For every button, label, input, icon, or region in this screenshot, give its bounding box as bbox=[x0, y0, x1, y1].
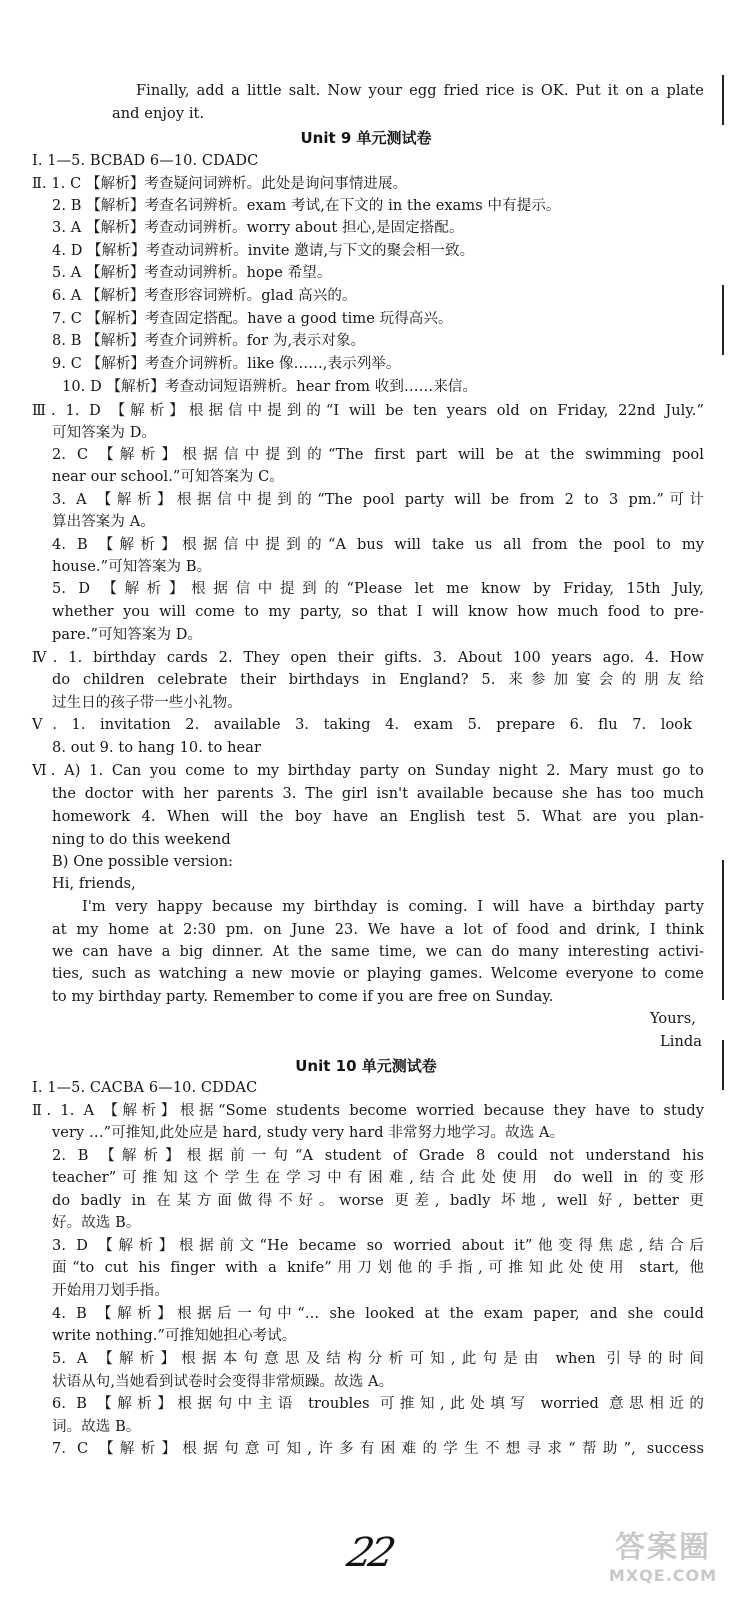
page-edge-line bbox=[722, 285, 724, 355]
answer-line: 4. B 【解析】根据信中提到的“A bus will take us all from the pool to my bbox=[52, 537, 704, 553]
answer-line: 面“to cut his finger with a knife”用刀划他的手指,可推知此处使用 start, 他 bbox=[52, 1260, 704, 1276]
section-1-answers: Ⅰ. 1—5. CACBA 6—10. CDDAC bbox=[32, 1080, 258, 1096]
answer-line: 好。故选 B。 bbox=[52, 1215, 141, 1231]
answer-line: 算出答案为 A。 bbox=[52, 514, 155, 530]
letter-line: to my birthday party. Remember to come if you are free on Sunday. bbox=[52, 989, 554, 1005]
answer-line: 8. out 9. to hang 10. to hear bbox=[52, 740, 262, 756]
answer-line: 4. D 【解析】考查动词辨析。invite 邀请,与下文的聚会相一致。 bbox=[52, 243, 475, 259]
page-number: 22 bbox=[343, 1530, 396, 1576]
answer-line: 过生日的孩子带一些小礼物。 bbox=[52, 695, 242, 711]
answer-line: Ⅱ. 1. A 【解析】根据“Some students become worried because they have to study bbox=[32, 1103, 704, 1119]
section-1-answers: Ⅰ. 1—5. BCBAD 6—10. CDADC bbox=[32, 153, 259, 169]
answer-line: 4. B 【解析】根据后一句中“… she looked at the exam paper, and she could bbox=[52, 1306, 704, 1322]
watermark-url: MXQE.COM bbox=[608, 1566, 718, 1585]
answer-line: 7. C 【解析】考查固定搭配。have a good time 玩得高兴。 bbox=[52, 311, 453, 327]
letter-closing: Yours, bbox=[650, 1011, 696, 1027]
answer-line: Ⅲ. 1. D 【解析】根据信中提到的“I will be ten years old on Friday, 22nd July.” bbox=[32, 403, 704, 419]
answer-line: 2. B 【解析】考查名词辨析。exam 考试,在下文的 in the exams 中有提示。 bbox=[52, 198, 561, 214]
answer-line: do badly in 在某方面做得不好。worse 更差, badly 坏地, well 好, better 更 bbox=[52, 1193, 704, 1209]
letter-signature: Linda bbox=[660, 1034, 703, 1050]
unit-9-title: Unit 9 单元测试卷 bbox=[300, 129, 432, 147]
answer-line: whether you will come to my party, so that I will know how much food to pre- bbox=[52, 604, 704, 620]
answer-line: Ⅳ. 1. birthday cards 2. They open their gifts. 3. About 100 years ago. 4. How bbox=[32, 650, 704, 666]
answer-line: 6. B 【解析】根据句中主语 troubles 可推知,此处填写 worried 意思相近的 bbox=[52, 1396, 704, 1412]
answer-line: 词。故选 B。 bbox=[52, 1419, 141, 1435]
answer-line: near our school.”可知答案为 C。 bbox=[52, 469, 284, 485]
text-line: Finally, add a little salt. Now your egg fried rice is OK. Put it on a plate bbox=[136, 83, 704, 99]
unit-10-title: Unit 10 单元测试卷 bbox=[295, 1057, 437, 1075]
letter-line: at my home at 2:30 pm. on June 23. We have a lot of food and drink, I think bbox=[52, 922, 704, 938]
answer-line: 5. A 【解析】考查动词辨析。hope 希望。 bbox=[52, 265, 332, 281]
answer-line: 状语从句,当她看到试卷时会变得非常烦躁。故选 A。 bbox=[52, 1374, 394, 1390]
answer-line: very …”可推知,此处应是 hard, study very hard 非常努力地学习。故选 A。 bbox=[52, 1125, 565, 1141]
answer-line: 7. C 【解析】根据句意可知,许多有困难的学生不想寻求“帮助”, success bbox=[52, 1441, 704, 1457]
answer-line: do children celebrate their birthdays in England? 5. 来参加宴会的朋友给 bbox=[52, 672, 704, 688]
answer-line: 5. A 【解析】根据本句意思及结构分析可知,此句是由 when 引导的时间 bbox=[52, 1351, 704, 1367]
letter-greeting: Hi, friends, bbox=[52, 876, 136, 892]
answer-line: 9. C 【解析】考查介词辨析。like 像……,表示列举。 bbox=[52, 356, 401, 372]
answer-line: 3. A 【解析】考查动词辨析。worry about 担心,是固定搭配。 bbox=[52, 220, 464, 236]
answer-line: 5. D 【解析】根据信中提到的“Please let me know by Friday, 15th July, bbox=[52, 581, 704, 597]
answer-line: the doctor with her parents 3. The girl isn't available because she has too much bbox=[52, 786, 704, 802]
answer-line: Ⅴ. 1. invitation 2. available 3. taking 4. exam 5. prepare 6. flu 7. look bbox=[32, 717, 692, 733]
answer-line: 开始用刀划手指。 bbox=[52, 1283, 169, 1299]
answer-line: 2. C 【解析】根据信中提到的“The first part will be at the swimming pool bbox=[52, 447, 704, 463]
answer-line: 3. A 【解析】根据信中提到的“The pool party will be from 2 to 3 pm.”可计 bbox=[52, 492, 704, 508]
answer-line: 3. D 【解析】根据前文“He became so worried about it”他变得焦虑,结合后 bbox=[52, 1238, 704, 1254]
answer-line: homework 4. When will the boy have an English test 5. What are you plan- bbox=[52, 809, 704, 825]
answer-line: house.”可知答案为 B。 bbox=[52, 559, 212, 575]
answer-line: Ⅱ. 1. C 【解析】考查疑问词辨析。此处是询问事情进展。 bbox=[32, 176, 408, 192]
answer-line: 6. A 【解析】考查形容词辨析。glad 高兴的。 bbox=[52, 288, 357, 304]
letter-line: we can have a big dinner. At the same time, we can do many interesting activi- bbox=[52, 944, 704, 960]
letter-line: ties, such as watching a new movie or playing games. Welcome everyone to come bbox=[52, 966, 704, 982]
answer-line: 2. B 【解析】根据前一句“A student of Grade 8 could not understand his bbox=[52, 1148, 704, 1164]
watermark bbox=[600, 1530, 726, 1598]
answer-line: ning to do this weekend bbox=[52, 832, 231, 848]
answer-line: pare.”可知答案为 D。 bbox=[52, 627, 203, 643]
answer-line: B) One possible version: bbox=[52, 854, 234, 870]
letter-line: I'm very happy because my birthday is coming. I will have a birthday party bbox=[82, 899, 704, 915]
answer-line: 10. D 【解析】考查动词短语辨析。hear from 收到……来信。 bbox=[62, 379, 477, 395]
answer-line: 8. B 【解析】考查介词辨析。for 为,表示对象。 bbox=[52, 333, 366, 349]
page-edge-line bbox=[722, 75, 724, 125]
answer-line: write nothing.”可推知她担心考试。 bbox=[52, 1328, 297, 1344]
answer-line: Ⅵ. A) 1. Can you come to my birthday party on Sunday night 2. Mary must go to bbox=[32, 763, 704, 779]
watermark-logo: 答案圈 bbox=[615, 1530, 711, 1565]
text-line: and enjoy it. bbox=[112, 106, 205, 122]
answer-line: 可知答案为 D。 bbox=[52, 425, 157, 441]
answer-line: teacher”可推知这个学生在学习中有困难,结合此处使用 do well in 的变形 bbox=[52, 1170, 704, 1186]
page-edge-line bbox=[722, 860, 724, 1000]
